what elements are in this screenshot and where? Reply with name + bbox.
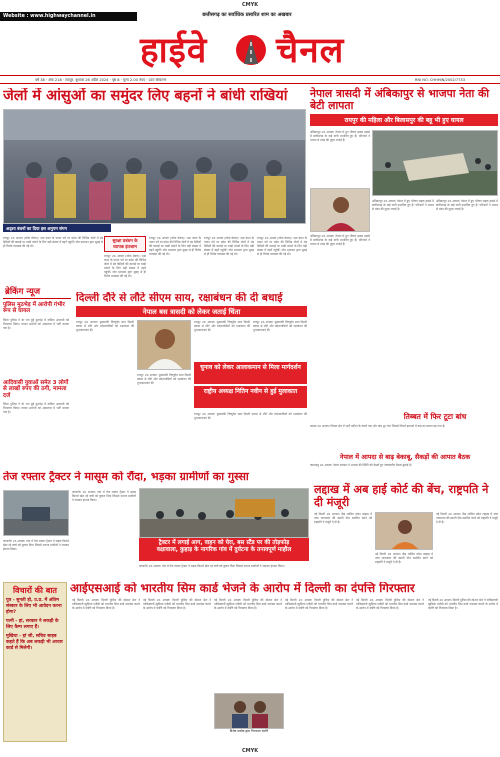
story8-body-col4: नई दिल्ली 26 अगस्त। दिल्ली पुलिस की स्पेशल सेल ने पाकिस्तानी खुफिया एजेंसी को भारतीय सिम कार्ड उपलब्ध कराने के आरोप में दंपत्ति को गिरफ्तार किया है।	[285, 598, 353, 611]
story5-body: काठमांडू 26 अगस्त। नेपाल सरकार ने आपदा की स्थिति को देखते हुए उच्चस्तरीय बैठक बुलाई है।	[310, 463, 412, 467]
breaking-news-title: ब्रेकिंग न्यूज	[5, 287, 41, 297]
story6-body-col1: जांजगीर 26 अगस्त। गांव में तेज रफ्तार ट्रैक्टर ने सड़क किनारे खेल रहे बच्चे को कुचल दिया जिससे नाराज ग्रामीणों ने जमकर हंगामा किया।	[3, 539, 69, 552]
story3-body-col3: रायपुर 26 अगस्त। मुख्यमंत्री विष्णुदेव साय दिल्ली प्रवास से लौटे और प्रदेशवासियों को रक्षाबंधन की शुभकामनाएं दीं।	[253, 320, 307, 333]
story2-photo-small	[310, 188, 370, 232]
story1-caption: अदृश्य बंधनों का दिया इस अनुपम संगम	[3, 224, 111, 232]
story7-portrait	[375, 512, 433, 550]
masthead-tagline: छत्तीसगढ़ का सर्वाधिक प्रसारित शाम का अखबार	[202, 12, 292, 18]
brief-subheadline: पुलिस मुठभेड़ में आरोपी गंभीर रूप से घायल	[3, 302, 65, 315]
arrested-couple-image	[215, 694, 284, 729]
story2-body: अंबिकापुर 26 अगस्त। नेपाल में हुए भीषण सड़क हादसे में छत्तीसगढ़ के कई यात्री प्रभावित हुए हैं। परिजनों ने शासन से मदद की गुहार लगाई है।	[310, 130, 370, 143]
story8-body-col6: नई दिल्ली 26 अगस्त। दिल्ली पुलिस की स्पेशल सेल ने पाकिस्तानी खुफिया एजेंसी को भारतीय सिम कार्ड उपलब्ध कराने के आरोप में दंपत्ति को गिरफ्तार किया है।	[428, 598, 498, 611]
breaking-news-box	[3, 285, 71, 299]
dateline: वर्ष 38 · अंक 218 · रायपुर, बुधवार 26 अप्रैल 2024 · पृष्ठ 8 · मूल्य 2.00 रुपए · प्रातः संस्करण	[35, 77, 167, 82]
president-portrait-image	[376, 513, 433, 550]
story6-body: जांजगीर 26 अगस्त। गांव में तेज रफ्तार ट्रैक्टर ने सड़क किनारे खेल रहे बच्चे को कुचल दिया जिससे नाराज ग्रामीणों ने जमकर हंगामा किया।	[72, 490, 136, 503]
story4-body: ल्हासा 26 अगस्त। तिब्बत क्षेत्र में भारी बारिश के चलते एक और बांध टूट गया जिससे निचले इलाकों में बाढ़ का खतरा बढ़ गया है।	[310, 424, 446, 428]
story6-caption-line1: ट्रैक्टर में लगाई आग, वाहन को घेरा, बस स्टैंड पर की तोड़फोड़	[158, 540, 290, 546]
story3-body-col4: रायपुर 26 अगस्त। मुख्यमंत्री विष्णुदेव साय दिल्ली प्रवास से लौटे और प्रदेशवासियों को रक्षाबंधन की शुभकामनाएं दीं।	[137, 373, 191, 386]
story1-headline: जेलों में आंसुओं का समुंदर लिए बहनों ने बांधी राखियां	[3, 88, 288, 104]
story4-headline: तिब्बत में फिर टूटा बांध	[403, 412, 467, 421]
cm-portrait-image	[138, 321, 191, 370]
story1-side-box: सुरक्षा प्रबंधन के व्यापक इंतजाम	[104, 236, 146, 252]
brief-subheadline-2: आदिवासी युवाओं समेत 3 लोगों से लाखों रुपए की ठगी, मामला दर्ज	[3, 380, 69, 399]
bus-accident-image	[373, 131, 498, 196]
cartoon-text-1: पुत्र - सुनती हो, उ.प्र. में अंतिम संस्कार के लिए भी आवेदन करना होगा?	[6, 598, 62, 615]
cartoon-text-2: पत्नी - हां, सरकार ने लकड़ी के लिए कैम्प लगाए हैं।	[6, 619, 59, 630]
story6-caption	[139, 538, 309, 561]
masthead-title-right: चैनल	[276, 31, 345, 71]
cartoon-text-3: मुखिया - हां जी, सचिव साहब कहते हैं कि अब लकड़ी भी आधार कार्ड से मिलेगी।	[6, 634, 63, 651]
story8-body-col5: नई दिल्ली 26 अगस्त। दिल्ली पुलिस की स्पेशल सेल ने पाकिस्तानी खुफिया एजेंसी को भारतीय सिम कार्ड उपलब्ध कराने के आरोप में दंपत्ति को गिरफ्तार किया है।	[356, 598, 424, 611]
story1-photo	[3, 109, 306, 224]
story7-headline: लद्दाख में अब हाई कोर्ट की बेंच, राष्ट्रपति ने दी मंजूरी	[314, 483, 489, 509]
story7-body: नई दिल्ली 26 अगस्त। केंद्र शासित प्रदेश लद्दाख में उच्च न्यायालय की स्थायी पीठ स्थापित करने को राष्ट्रपति ने मंजूरी दे दी है।	[314, 512, 372, 525]
story1-body: रायपुर 26 अगस्त (लोक प्रेषण)। रक्षा बंधन के पावन पर्व पर प्रदेश की विभिन्न जेलों में बंद कैदियों की कलाई पर राखी बांधने के लिए बड़ी संख्या में बहनें पहुंचीं। जेल प्रशासन द्वारा सुबह से ही विशेष व्यवस्था की गई थी।	[3, 236, 103, 249]
portrait-image	[311, 189, 370, 232]
story1-body-col3: रायपुर 26 अगस्त (लोक प्रेषण)। रक्षा बंधन के पावन पर्व पर प्रदेश की विभिन्न जेलों में बंद कैदियों की कलाई पर राखी बांधने के लिए बड़ी संख्या में बहनें पहुंचीं। जेल प्रशासन द्वारा सुबह से ही विशेष व्यवस्था की गई थी।	[149, 236, 201, 257]
story1-body-col2: रायपुर 26 अगस्त (लोक प्रेषण)। रक्षा बंधन के पावन पर्व पर प्रदेश की विभिन्न जेलों में बंद कैदियों की कलाई पर राखी बांधने के लिए बड़ी संख्या में बहनें पहुंचीं। जेल प्रशासन द्वारा सुबह से ही विशेष व्यवस्था की गई थी।	[104, 254, 146, 279]
brief-body-2: जिला पुलिस ने देर रात हुई मुठभेड़ में वांछित अपराधी को गिरफ्तार किया। घायल आरोपी को अस्पताल में भर्ती कराया गया है।	[3, 402, 69, 415]
highway-road-icon	[230, 34, 272, 66]
story6-headline: तेज रफ्तार ट्रैक्टर ने मासूम को रौंदा, भड़का ग्रामीणों का गुस्सा	[3, 471, 249, 483]
cartoon-title: विचारों की बात	[12, 586, 57, 595]
story1-body-col5: रायपुर 26 अगस्त (लोक प्रेषण)। रक्षा बंधन के पावन पर्व पर प्रदेश की विभिन्न जेलों में बंद कैदियों की कलाई पर राखी बांधने के लिए बड़ी संख्या में बहनें पहुंचीं। जेल प्रशासन द्वारा सुबह से ही विशेष व्यवस्था की गई थी।	[257, 236, 307, 257]
story7-body-col3: नई दिल्ली 26 अगस्त। केंद्र शासित प्रदेश लद्दाख में उच्च न्यायालय की स्थायी पीठ स्थापित करने को राष्ट्रपति ने मंजूरी दे दी है।	[436, 512, 498, 525]
cmyk-footer: CMYK	[242, 748, 259, 754]
story3-band: नेपाल बस त्रासदी को लेकर जताई चिंता	[76, 306, 307, 317]
story8-body-col2: नई दिल्ली 26 अगस्त। दिल्ली पुलिस की स्पेशल सेल ने पाकिस्तानी खुफिया एजेंसी को भारतीय सिम कार्ड उपलब्ध कराने के आरोप में दंपत्ति को गिरफ्तार किया है।	[143, 598, 211, 611]
registration-number: RNI NO. CHHHIN/2002/7733	[414, 77, 465, 82]
crowd-image	[4, 110, 306, 224]
story2-band: रायपुर की महिला और बिलासपुर की बहू भी हुए घायल	[310, 114, 498, 126]
story8-body: नई दिल्ली 26 अगस्त। दिल्ली पुलिस की स्पेशल सेल ने पाकिस्तानी खुफिया एजेंसी को भारतीय सिम कार्ड उपलब्ध कराने के आरोप में दंपत्ति को गिरफ्तार किया है।	[72, 598, 140, 611]
crowd-road-image	[140, 489, 309, 538]
road-photo	[4, 491, 69, 536]
story2-body-col2: अंबिकापुर 26 अगस्त। नेपाल में हुए भीषण सड़क हादसे में छत्तीसगढ़ के कई यात्री प्रभावित हुए हैं। परिजनों ने शासन से मदद की गुहार लगाई है।	[372, 199, 434, 212]
website-bar: Website : www.highwaychannel.in	[0, 12, 137, 21]
story6-body-col3: जांजगीर 26 अगस्त। गांव में तेज रफ्तार ट्रैक्टर ने सड़क किनारे खेल रहे बच्चे को कुचल दिया जिससे नाराज ग्रामीणों ने जमकर हंगामा किया।	[139, 564, 285, 568]
cmyk-top: CMYK	[242, 2, 259, 8]
story2-body-col4: अंबिकापुर 26 अगस्त। नेपाल में हुए भीषण सड़क हादसे में छत्तीसगढ़ के कई यात्री प्रभावित हुए हैं। परिजनों ने शासन से मदद की गुहार लगाई है।	[310, 234, 370, 247]
story8-headline: आईएसआई को भारतीय सिम कार्ड भेजने के आरोप में दिल्ली का दंपत्ति गिरफ्तार	[70, 582, 415, 595]
story2-headline: नेपाल त्रासदी में अंबिकापुर से भाजपा नेता की बेटी लापता	[310, 87, 490, 113]
story6-caption-line2: वक्षावाला, कुहाड़ के नागरिक गांव में दुर्घटना के तनावपूर्ण माहौल	[156, 547, 292, 553]
story3-photo-caption: चुनाव को लेकर आलाकमान से मिला मार्गदर्शन	[194, 362, 307, 384]
story1-body-col4: रायपुर 26 अगस्त (लोक प्रेषण)। रक्षा बंधन के पावन पर्व पर प्रदेश की विभिन्न जेलों में बंद कैदियों की कलाई पर राखी बांधने के लिए बड़ी संख्या में बहनें पहुंचीं। जेल प्रशासन द्वारा सुबह से ही विशेष व्यवस्था की गई थी।	[204, 236, 254, 257]
story3-body: रायपुर 26 अगस्त। मुख्यमंत्री विष्णुदेव साय दिल्ली प्रवास से लौटे और प्रदेशवासियों को रक्षाबंधन की शुभकामनाएं दीं।	[76, 320, 134, 333]
story8-body-col3: नई दिल्ली 26 अगस्त। दिल्ली पुलिस की स्पेशल सेल ने पाकिस्तानी खुफिया एजेंसी को भारतीय सिम कार्ड उपलब्ध कराने के आरोप में दंपत्ति को गिरफ्तार किया है।	[214, 598, 282, 611]
story3-headline: दिल्ली दौरे से लौटे सीएम साय, रक्षाबंधन की दी बधाई	[76, 292, 283, 304]
story6-photo	[3, 490, 69, 536]
brief-body: जिला पुलिस ने देर रात हुई मुठभेड़ में वांछित अपराधी को गिरफ्तार किया। घायल आरोपी को अस्पताल में भर्ती कराया गया है।	[3, 318, 69, 331]
story6-photo-large	[139, 488, 309, 538]
story3-body-col2: रायपुर 26 अगस्त। मुख्यमंत्री विष्णुदेव साय दिल्ली प्रवास से लौटे और प्रदेशवासियों को रक्षाबंधन की शुभकामनाएं दीं।	[194, 320, 250, 333]
story3-body-col5: रायपुर 26 अगस्त। मुख्यमंत्री विष्णुदेव साय दिल्ली प्रवास से लौटे और प्रदेशवासियों को रक्षाबंधन की शुभकामनाएं दीं।	[194, 412, 307, 421]
story8-caption: विशेष प्रकोष्ठ द्वारा गिरफ्तार दंपत्ति	[229, 729, 269, 733]
story5-headline: नेपाल में आपदा से बाढ़ बेकाबू, सैकड़ों की आपात बैठक	[339, 453, 471, 461]
cartoon-box	[3, 582, 67, 742]
story3-pull-quote: राष्ट्रीय अध्यक्ष नितिन नवीन से हुई मुलाकात	[194, 386, 307, 408]
story3-portrait	[137, 320, 191, 370]
story2-body-col3: अंबिकापुर 26 अगस्त। नेपाल में हुए भीषण सड़क हादसे में छत्तीसगढ़ के कई यात्री प्रभावित हुए हैं। परिजनों ने शासन से मदद की गुहार लगाई है।	[436, 199, 498, 212]
masthead-title-left: हाईवे	[140, 31, 208, 71]
story7-body-col2: नई दिल्ली 26 अगस्त। केंद्र शासित प्रदेश लद्दाख में उच्च न्यायालय की स्थायी पीठ स्थापित करने को राष्ट्रपति ने मंजूरी दे दी है।	[375, 552, 433, 565]
dateline-bar	[0, 75, 500, 84]
story8-photo	[214, 693, 284, 729]
masthead	[0, 22, 500, 74]
story2-photo	[372, 130, 498, 196]
